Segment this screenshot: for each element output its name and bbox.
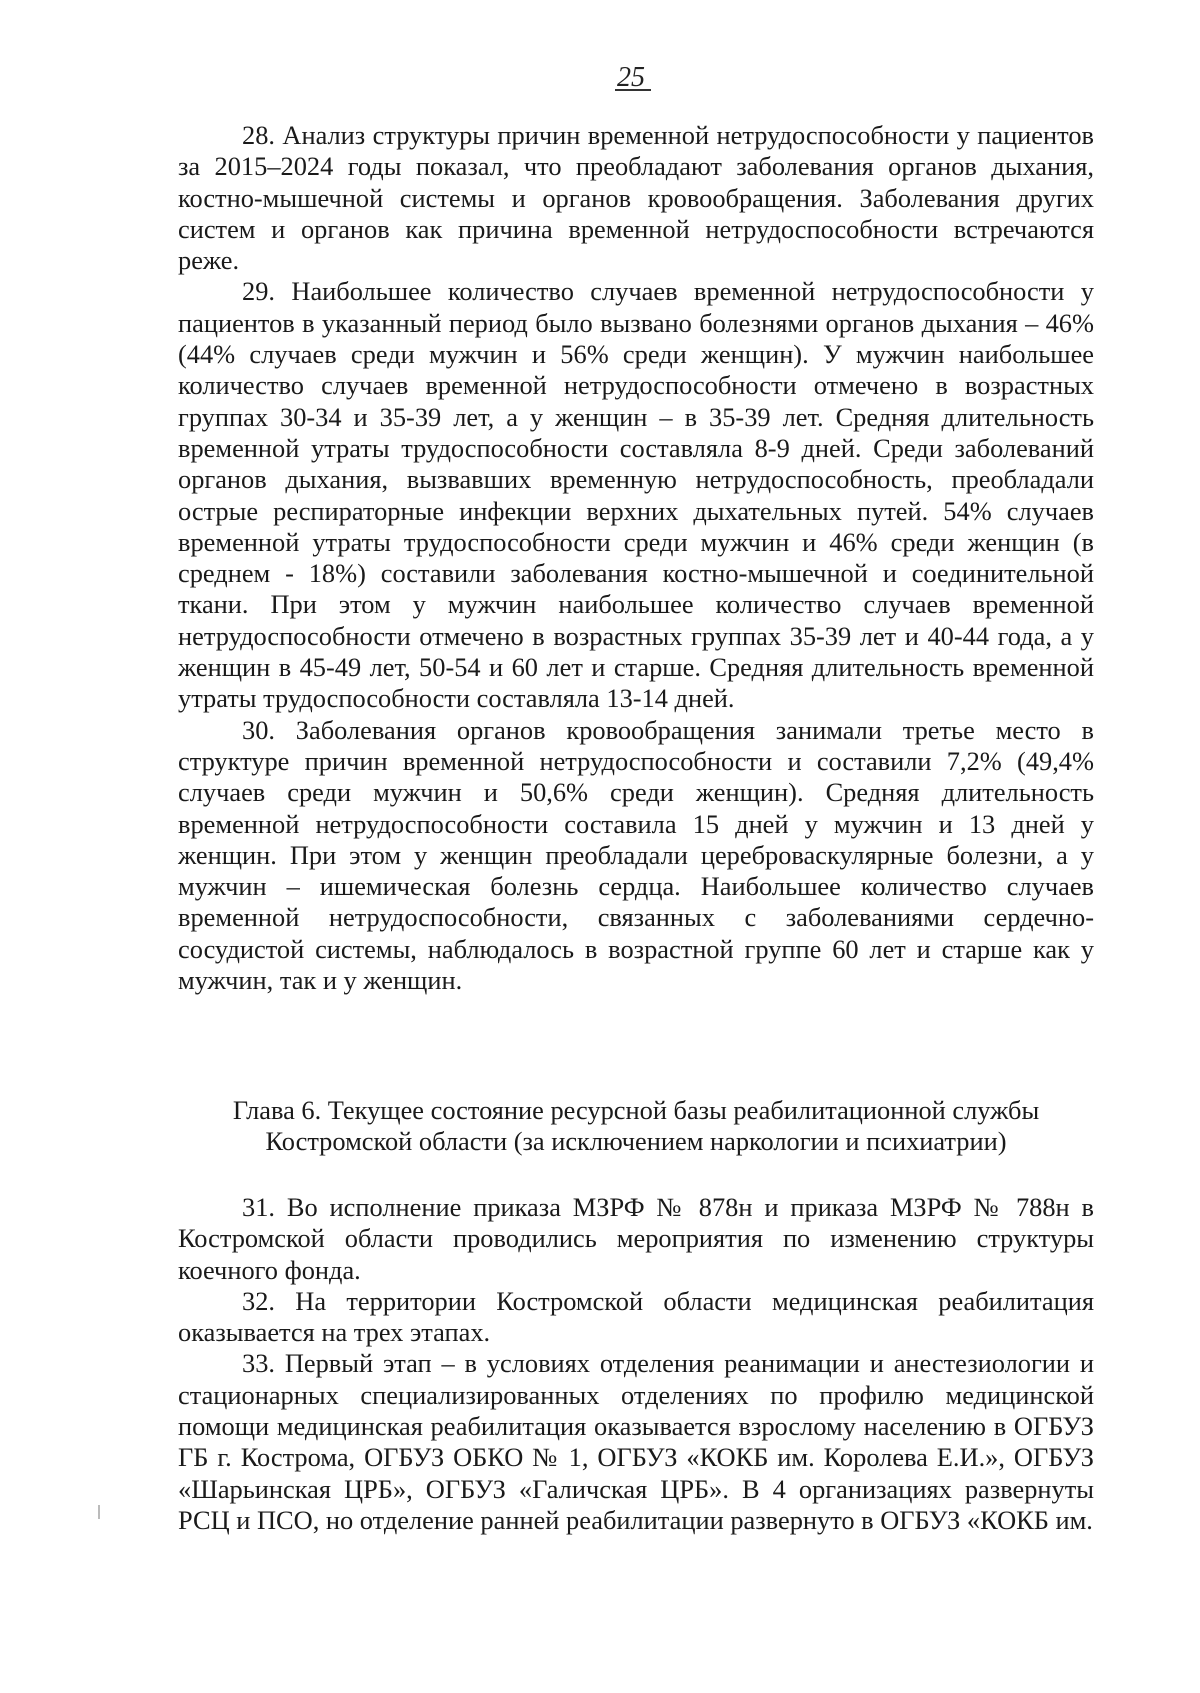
paragraph-32: 32. На территории Костромской области медицинская реабилитация оказывается на трех этапах. bbox=[178, 1285, 1094, 1348]
page-number: 25 bbox=[617, 62, 645, 93]
paragraph-28: 28. Анализ структуры причин временной нетрудоспособности у пациентов за 2015–2024 годы показал, что преобладают заболевания органов дыхания, костно-мышечной системы и органов кровообращения. Заболевания других систем и органов как причина временной нетрудоспособности встречаются реже. bbox=[178, 120, 1094, 276]
section-body-before-chapter bbox=[178, 120, 1094, 996]
section-body-after-chapter bbox=[178, 1192, 1094, 1536]
paragraph-31: 31. Во исполнение приказа МЗРФ № 878н и приказа МЗРФ № 788н в Костромской области проводились мероприятия по изменению структуры коечного фонда. bbox=[178, 1192, 1094, 1285]
chapter-heading-line-1: Глава 6. Текущее состояние ресурсной базы реабилитационной службы bbox=[232, 1095, 1040, 1125]
paragraph-30: 30. Заболевания органов кровообращения занимали третье место в структуре причин временной нетрудоспособности и составили 7,2% (49,4% случаев среди мужчин и 50,6% среди женщин). Средняя длительность временной нетрудоспособности составила 15 дней у мужчин и 13 дней у женщин. При этом у женщин преобладали цереброваскулярные болезни, а у мужчин – ишемическая болезнь сердца. Наибольшее количество случаев временной нетрудоспособности, связанных с заболеваниями сердечно-сосудистой системы, наблюдалось в возрастной группе 60 лет и старше как у мужчин, так и у женщин. bbox=[178, 714, 1094, 996]
paragraph-29: 29. Наибольшее количество случаев временной нетрудоспособности у пациентов в указанный период было вызвано болезнями органов дыхания – 46% (44% случаев среди мужчин и 56% среди женщин). У мужчин наибольшее количество случаев временной нетрудоспособности отмечено в возрастных группах 30-34 и 35-39 лет, а у женщин – в 35-39 лет. Средняя длительность временной утраты трудоспособности составляла 8-9 дней. Среди заболеваний органов дыхания, вызвавших временную нетрудоспособность, преобладали острые респираторные инфекции верхних дыхательных путей. 54% случаев временной утраты трудоспособности среди мужчин и 46% среди женщин (в среднем - 18%) составили заболевания костно-мышечной и соединительной ткани. При этом у мужчин наибольшее количество случаев временной нетрудоспособности отмечено в возрастных группах 35-39 лет и 40-44 года, а у женщин в 45-49 лет, 50-54 и 60 лет и старше. Средняя длительность временной утраты трудоспособности составляла 13-14 дней. bbox=[178, 276, 1094, 714]
scan-margin-mark bbox=[98, 1505, 100, 1519]
chapter-heading-line-2: Костромской области (за исключением наркологии и психиатрии) bbox=[265, 1126, 1007, 1157]
chapter-heading bbox=[178, 1095, 1094, 1158]
paragraph-33: 33. Первый этап – в условиях отделения реанимации и анестезиологии и стационарных специализированных отделениях по профилю медицинской помощи медицинская реабилитация оказывается взрослому населению в ОГБУЗ ГБ г. Кострома, ОГБУЗ ОБКО № 1, ОГБУЗ «КОКБ им. Королева Е.И.», ОГБУЗ «Шарьинская ЦРБ», ОГБУЗ «Галичская ЦРБ». В 4 организациях развернуты РСЦ и ПСО, но отделение ранней реабилитации развернуто в ОГБУЗ «КОКБ им. bbox=[178, 1348, 1094, 1535]
